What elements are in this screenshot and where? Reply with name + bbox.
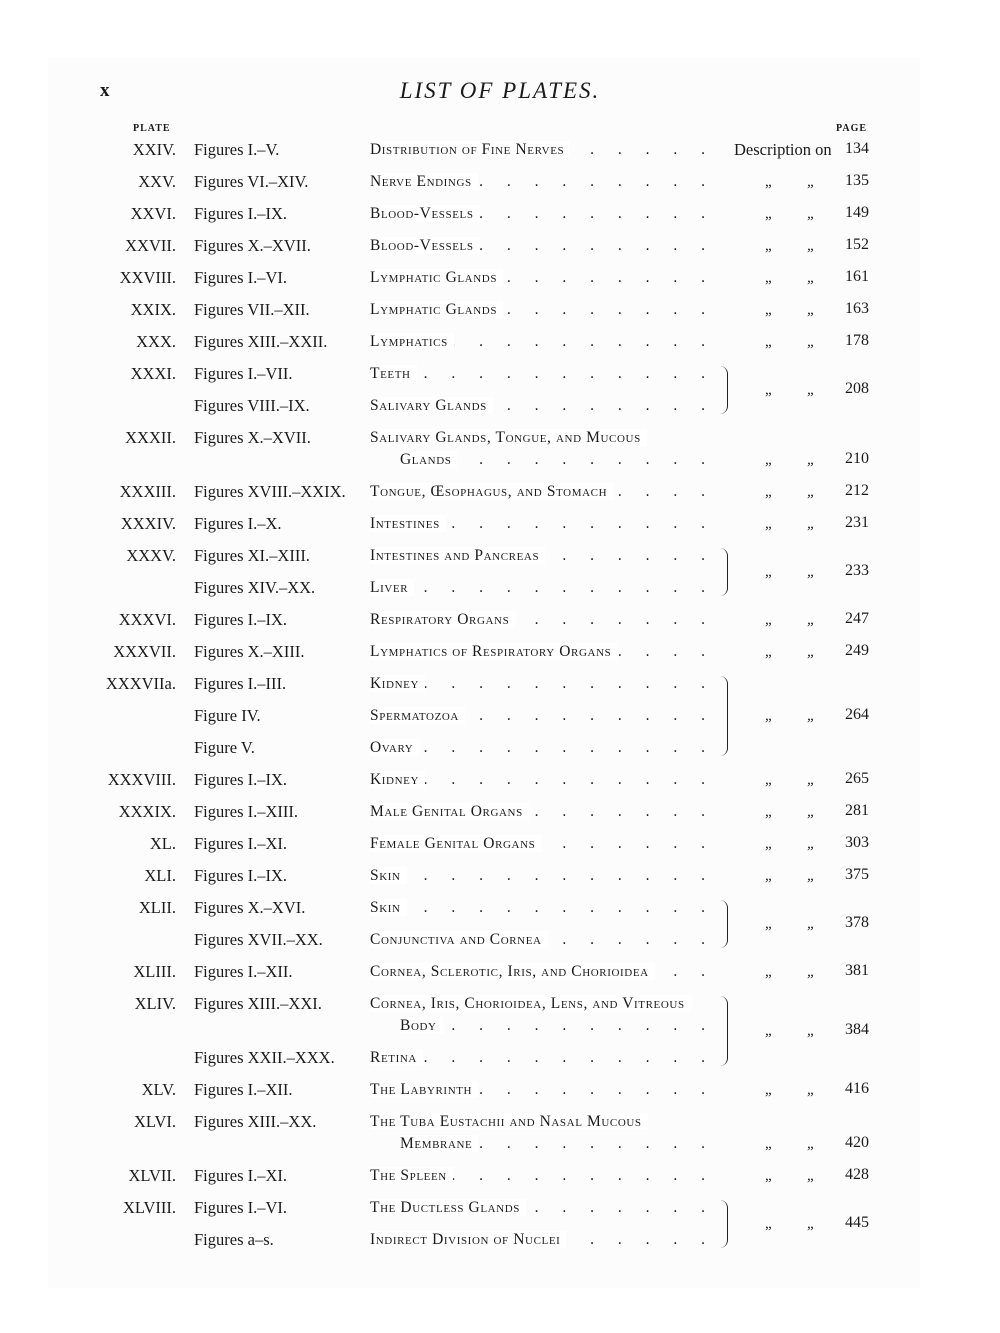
- page-reference: 265: [845, 770, 869, 787]
- ditto-mark: „: [807, 868, 814, 884]
- figures-range: Figures I.–VI.: [194, 268, 288, 287]
- subject-text: Salivary Glands, Tongue, and Mucous: [370, 429, 647, 446]
- plate-subject: [370, 1166, 715, 1186]
- plate-subject: [370, 930, 715, 950]
- figures-range: Figures I.–IX.: [194, 610, 288, 629]
- figures-range: Figures X.–XVII.: [194, 428, 311, 447]
- subject-text: Intestines: [370, 515, 446, 532]
- ditto-mark: „: [807, 382, 814, 398]
- plate-number: XXVII.: [125, 236, 176, 255]
- figures-range: Figures XVIII.–XXIX.: [194, 482, 346, 501]
- plate-subject-continuation: [400, 1016, 715, 1036]
- page-reference: 445: [845, 1214, 869, 1231]
- page-reference: 208: [845, 380, 869, 397]
- figures-range: Figures VIII.–IX.: [194, 396, 310, 415]
- page-reference: 375: [845, 866, 869, 883]
- page-reference: 152: [845, 236, 869, 253]
- ditto-mark: „: [807, 612, 814, 628]
- figures-range: Figures I.–VII.: [194, 364, 293, 383]
- figures-range: Figures X.–XVII.: [194, 236, 311, 255]
- subject-text: Body: [400, 1017, 443, 1034]
- plate-number: XLII.: [138, 898, 176, 917]
- ditto-mark: „: [807, 238, 814, 254]
- ditto-mark: „: [807, 1023, 814, 1039]
- plate-number: XXXV.: [126, 546, 176, 565]
- plate-number: XXXIII.: [119, 482, 176, 501]
- figures-range: Figures I.–V.: [194, 140, 280, 159]
- ditto-mark: „: [807, 334, 814, 350]
- ditto-mark: „: [765, 1136, 772, 1152]
- plate-subject: [370, 514, 715, 534]
- page-reference: 134: [845, 140, 869, 157]
- ditto-mark: „: [765, 270, 772, 286]
- ditto-mark: „: [765, 1023, 772, 1039]
- ditto-mark: „: [765, 452, 772, 468]
- plate-subject: [370, 268, 715, 288]
- ditto-mark: „: [765, 382, 772, 398]
- plate-number: XXX.: [136, 332, 176, 351]
- page-reference: 135: [845, 172, 869, 189]
- figures-range: Figure IV.: [194, 706, 261, 725]
- subject-text: Retina: [370, 1049, 423, 1066]
- plate-subject: [370, 172, 715, 192]
- subject-text: Spermatozoa: [370, 707, 465, 724]
- plate-subject: [370, 1230, 715, 1250]
- page-reference: 416: [845, 1080, 869, 1097]
- page-reference: 381: [845, 962, 869, 979]
- plate-subject: [370, 770, 715, 790]
- figures-range: Figures XIV.–XX.: [194, 578, 316, 597]
- subject-text: The Spleen: [370, 1167, 453, 1184]
- ditto-mark: „: [807, 564, 814, 580]
- ditto-mark: „: [807, 206, 814, 222]
- ditto-mark: „: [807, 916, 814, 932]
- page-reference: 212: [845, 482, 869, 499]
- brace: [719, 996, 728, 1066]
- ditto-mark: „: [807, 772, 814, 788]
- plate-number: XXXVII.: [113, 642, 176, 661]
- ditto-mark: „: [807, 174, 814, 190]
- ditto-mark: „: [807, 302, 814, 318]
- page-reference: 303: [845, 834, 869, 851]
- plate-subject: [370, 834, 715, 854]
- plate-number: XXVIII.: [119, 268, 176, 287]
- subject-text: Tongue, Œsophagus, and Stomach: [370, 483, 613, 500]
- figures-range: Figures I.–XI.: [194, 834, 288, 853]
- plate-subject: [370, 140, 715, 160]
- ditto-mark: „: [807, 804, 814, 820]
- ditto-mark: „: [765, 1216, 772, 1232]
- figures-range: Figures I.–IX.: [194, 770, 288, 789]
- plate-subject: [370, 1080, 715, 1100]
- ditto-mark: „: [765, 302, 772, 318]
- ditto-mark: „: [807, 484, 814, 500]
- ditto-mark: „: [765, 644, 772, 660]
- plate-subject: [370, 642, 715, 662]
- subject-text: Cornea, Sclerotic, Iris, and Chorioidea: [370, 963, 655, 980]
- ditto-mark: „: [765, 612, 772, 628]
- plate-number: XXXVIIa.: [105, 674, 176, 693]
- plate-number: XXIX.: [130, 300, 176, 319]
- plate-subject-continuation: [400, 450, 715, 470]
- page-reference: 231: [845, 514, 869, 531]
- ditto-mark: „: [807, 708, 814, 724]
- plate-number: XXIV.: [132, 140, 176, 159]
- page-reference: 178: [845, 332, 869, 349]
- page-reference: 163: [845, 300, 869, 317]
- plate-subject: [370, 236, 715, 256]
- page-reference: 161: [845, 268, 869, 285]
- ditto-mark: „: [765, 708, 772, 724]
- ditto-mark: „: [807, 452, 814, 468]
- figures-range: Figures I.–IX.: [194, 866, 288, 885]
- plate-subject: [370, 610, 715, 630]
- figures-range: Figures I.–XII.: [194, 1080, 293, 1099]
- figures-range: Figures I.–IX.: [194, 204, 288, 223]
- subject-text: Salivary Glands: [370, 397, 493, 414]
- brace: [719, 676, 728, 756]
- subject-text: Skin: [370, 867, 407, 884]
- plate-number: XLVIII.: [122, 1198, 176, 1217]
- ditto-mark: „: [765, 484, 772, 500]
- figures-range: Figures VI.–XIV.: [194, 172, 309, 191]
- plate-subject: [370, 1112, 715, 1132]
- page-reference: 249: [845, 642, 869, 659]
- subject-text: Lymphatics of Respiratory Organs: [370, 643, 617, 660]
- ditto-mark: „: [765, 1168, 772, 1184]
- brace: [719, 900, 728, 948]
- page-reference: 149: [845, 204, 869, 221]
- plate-subject: [370, 898, 715, 918]
- subject-text: Cornea, Iris, Chorioidea, Lens, and Vitreous: [370, 995, 691, 1012]
- figures-range: Figures XXII.–XXX.: [194, 1048, 335, 1067]
- plate-number: XL.: [149, 834, 176, 853]
- plate-subject-continuation: [400, 1134, 715, 1154]
- subject-text: The Tuba Eustachii and Nasal Mucous: [370, 1113, 648, 1130]
- plate-number: XXXIV.: [120, 514, 176, 533]
- subject-text: Kidney: [370, 771, 425, 788]
- ditto-mark: „: [807, 1168, 814, 1184]
- subject-text: Conjunctiva and Cornea: [370, 931, 548, 948]
- figures-range: Figures XIII.–XXI.: [194, 994, 322, 1013]
- plate-number: XLVI.: [133, 1112, 176, 1131]
- plate-subject: [370, 428, 715, 448]
- ditto-mark: „: [765, 916, 772, 932]
- ditto-mark: „: [765, 238, 772, 254]
- ditto-mark: „: [765, 564, 772, 580]
- subject-text: Respiratory Organs: [370, 611, 515, 628]
- plate-number: XXXI.: [130, 364, 176, 383]
- plate-number: XXVI.: [130, 204, 176, 223]
- page-title: LIST OF PLATES.: [399, 78, 601, 103]
- subject-text: The Ductless Glands: [370, 1199, 526, 1216]
- subject-text: Male Genital Organs: [370, 803, 529, 820]
- plate-column-header: PLATE: [133, 123, 171, 134]
- subject-text: Nerve Endings: [370, 173, 478, 190]
- subject-text: Teeth: [370, 365, 417, 382]
- subject-text: Intestines and Pancreas: [370, 547, 545, 564]
- subject-text: Blood-Vessels: [370, 237, 480, 254]
- description-label: Description on: [734, 140, 832, 159]
- plate-number: XLIII.: [133, 962, 176, 981]
- figures-range: Figures a–s.: [194, 1230, 274, 1249]
- subject-text: Membrane: [400, 1135, 478, 1152]
- page-reference: 420: [845, 1134, 869, 1151]
- ditto-mark: „: [765, 772, 772, 788]
- ditto-mark: „: [807, 1136, 814, 1152]
- page-reference: 247: [845, 610, 869, 627]
- ditto-mark: „: [807, 1082, 814, 1098]
- subject-text: Glands: [400, 451, 457, 468]
- subject-text: Lymphatic Glands: [370, 301, 503, 318]
- plate-subject: [370, 364, 715, 384]
- figures-range: Figures I.–XII.: [194, 962, 293, 981]
- plate-subject: [370, 1048, 715, 1068]
- plate-subject: [370, 738, 715, 758]
- plate-number: XXXIX.: [118, 802, 176, 821]
- page-reference: 281: [845, 802, 869, 819]
- subject-text: Indirect Division of Nuclei: [370, 1231, 566, 1248]
- plate-subject: [370, 866, 715, 886]
- figures-range: Figures XIII.–XX.: [194, 1112, 317, 1131]
- plate-number: XLV.: [141, 1080, 176, 1099]
- ditto-mark: „: [765, 334, 772, 350]
- figures-range: Figures XIII.–XXII.: [194, 332, 328, 351]
- subject-text: Liver: [370, 579, 414, 596]
- subject-text: Ovary: [370, 739, 419, 756]
- plate-number: XLVII.: [128, 1166, 176, 1185]
- ditto-mark: „: [765, 206, 772, 222]
- brace: [719, 366, 728, 414]
- figures-range: Figures I.–XI.: [194, 1166, 288, 1185]
- plate-number: XLIV.: [134, 994, 176, 1013]
- plate-subject: [370, 802, 715, 822]
- ditto-mark: „: [807, 964, 814, 980]
- plate-subject: [370, 994, 715, 1014]
- ditto-mark: „: [807, 644, 814, 660]
- plate-number: XXXVIII.: [107, 770, 176, 789]
- figures-range: Figures X.–XIII.: [194, 642, 305, 661]
- subject-text: Skin: [370, 899, 407, 916]
- plate-subject: [370, 706, 715, 726]
- ditto-mark: „: [807, 836, 814, 852]
- figures-range: Figure V.: [194, 738, 255, 757]
- subject-text: Female Genital Organs: [370, 835, 541, 852]
- plate-subject: [370, 482, 715, 502]
- plate-subject: [370, 578, 715, 598]
- subject-text: Distribution of Fine Nerves: [370, 141, 570, 158]
- ditto-mark: „: [765, 174, 772, 190]
- page-reference: 428: [845, 1166, 869, 1183]
- plate-subject: [370, 546, 715, 566]
- ditto-mark: „: [765, 516, 772, 532]
- figures-range: Figures XVII.–XX.: [194, 930, 323, 949]
- ditto-mark: „: [765, 964, 772, 980]
- figures-range: Figures I.–XIII.: [194, 802, 299, 821]
- plate-number: XXXVI.: [118, 610, 176, 629]
- plate-number: XXV.: [138, 172, 176, 191]
- brace: [719, 548, 728, 596]
- figures-range: Figures I.–VI.: [194, 1198, 288, 1217]
- figures-range: Figures XI.–XIII.: [194, 546, 310, 565]
- plate-subject: [370, 1198, 715, 1218]
- subject-text: Blood-Vessels: [370, 205, 480, 222]
- subject-text: Lymphatic Glands: [370, 269, 503, 286]
- subject-text: Kidney: [370, 675, 425, 692]
- plate-subject: [370, 204, 715, 224]
- ditto-mark: „: [807, 270, 814, 286]
- ditto-mark: „: [807, 516, 814, 532]
- plate-number: XLI.: [144, 866, 176, 885]
- page-reference: 384: [845, 1021, 869, 1038]
- plate-subject: [370, 674, 715, 694]
- ditto-mark: „: [765, 804, 772, 820]
- page-number: x: [100, 80, 110, 101]
- brace: [719, 1200, 728, 1248]
- ditto-mark: „: [765, 868, 772, 884]
- page-reference: 233: [845, 562, 869, 579]
- page-reference: 378: [845, 914, 869, 931]
- subject-text: Lymphatics: [370, 333, 454, 350]
- figures-range: Figures X.–XVI.: [194, 898, 306, 917]
- plate-subject: [370, 300, 715, 320]
- ditto-mark: „: [807, 1216, 814, 1232]
- subject-text: The Labyrinth: [370, 1081, 478, 1098]
- ditto-mark: „: [765, 836, 772, 852]
- figures-range: Figures I.–III.: [194, 674, 287, 693]
- plate-subject: [370, 396, 715, 416]
- page-reference: 210: [845, 450, 869, 467]
- plate-subject: [370, 332, 715, 352]
- figures-range: Figures VII.–XII.: [194, 300, 310, 319]
- figures-range: Figures I.–X.: [194, 514, 282, 533]
- page-column-header: PAGE: [836, 123, 868, 134]
- ditto-mark: „: [765, 1082, 772, 1098]
- plate-subject: [370, 962, 715, 982]
- page-reference: 264: [845, 706, 869, 723]
- plate-number: XXXII.: [125, 428, 176, 447]
